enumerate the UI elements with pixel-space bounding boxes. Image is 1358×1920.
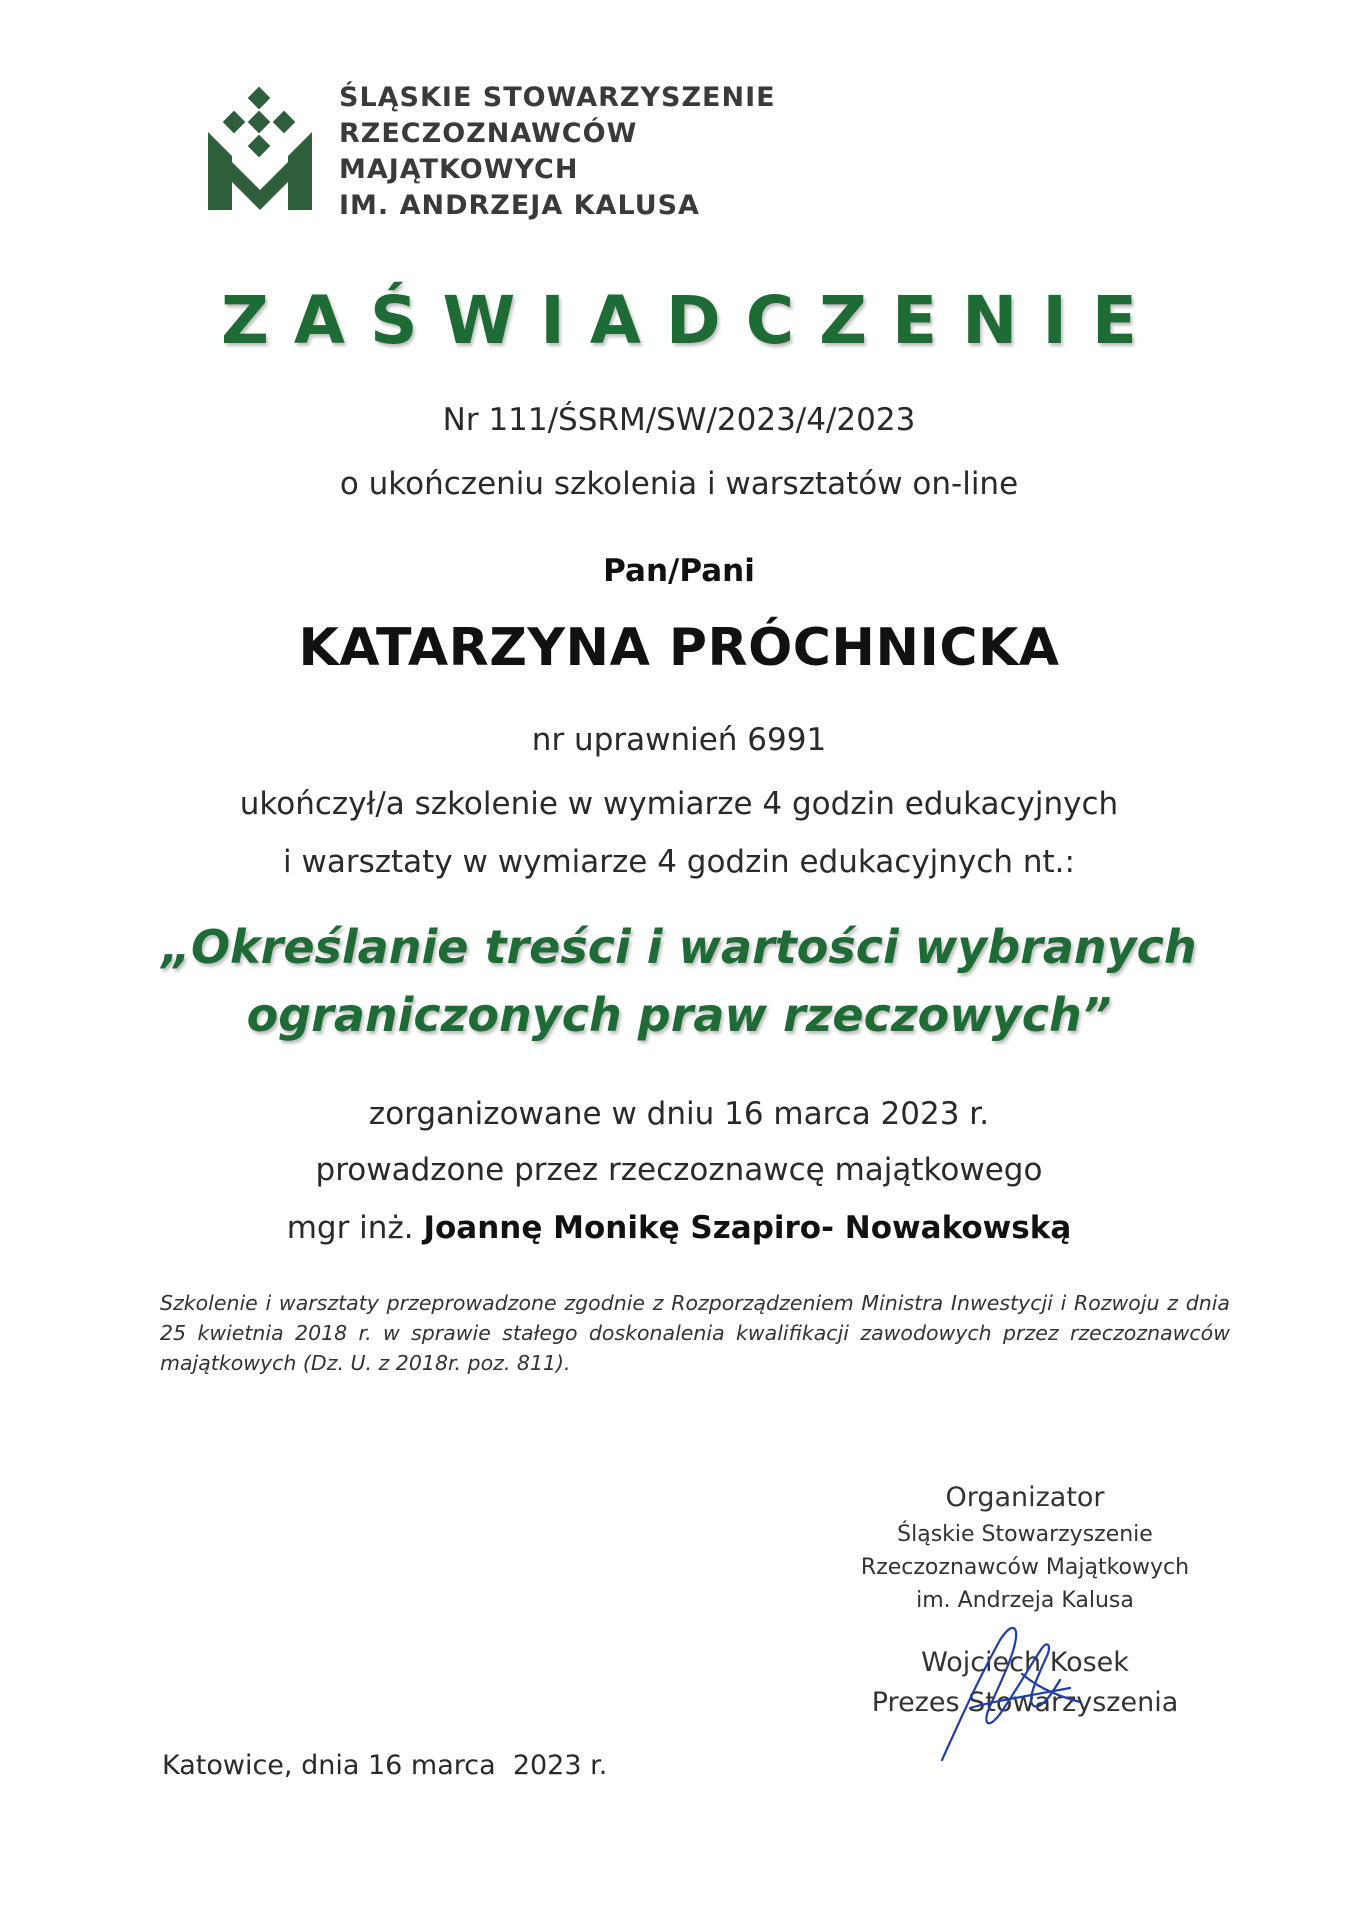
organizer-line: Śląskie Stowarzyszenie (897, 1522, 1153, 1547)
lecturer-prefix: mgr inż. (286, 1210, 414, 1246)
training-topic-line-1: „Określanie treści i wartości wybranych (161, 920, 1197, 974)
organization-name-line: IM. ANDRZEJA KALUSA (339, 190, 700, 221)
license-number: nr uprawnień 6991 (531, 722, 827, 758)
association-logo-icon (208, 86, 312, 212)
place-and-date: Katowice, dnia 16 marca 2023 r. (162, 1750, 608, 1781)
organized-date-line: zorganizowane w dniu 16 marca 2023 r. (368, 1096, 990, 1132)
led-by-line: prowadzone przez rzeczoznawcę majątkowego (315, 1152, 1043, 1188)
honorific: Pan/Pani (603, 553, 755, 589)
lecturer-line (0, 1210, 1358, 1246)
organization-name-line: RZECZOZNAWCÓW (339, 118, 638, 149)
workshop-hours-line: i warsztaty w wymiarze 4 godzin edukacyjnych nt.: (283, 844, 1075, 880)
handwritten-signature-icon (930, 1610, 1090, 1770)
signatory-title: Prezes Stowarzyszenia (871, 1687, 1179, 1718)
certificate-number: Nr 111/ŚSRM/SW/2023/4/2023 (442, 402, 916, 438)
recipient-name: KATARZYNA PRÓCHNICKA (298, 618, 1060, 678)
legal-basis-note: Szkolenie i warsztaty przeprowadzone zgodnie z Rozporządzeniem Ministra Inwestycji i Rozwoju z dnia 25 kwietnia 2018 r. w sprawie stałego doskonalenia kwalifikacji zawodowych przez rzeczoznawców majątkowych (Dz. U. z 2018r. poz. 811). (160, 1291, 1230, 1375)
document-title: ZAŚWIADCZENIE (221, 282, 1162, 359)
certificate-subtitle: o ukończeniu szkolenia i warsztatów on-line (339, 466, 1019, 502)
organization-name (339, 80, 859, 224)
organizer-line: im. Andrzeja Kalusa (916, 1588, 1134, 1613)
organizer-heading: Organizator (945, 1482, 1105, 1513)
organizer-line: Rzeczoznawców Majątkowych (860, 1555, 1190, 1580)
organization-name-line: MAJĄTKOWYCH (339, 154, 579, 185)
training-hours-line: ukończył/a szkolenie w wymiarze 4 godzin edukacyjnych (239, 786, 1119, 822)
organization-name-line: ŚLĄSKIE STOWARZYSZENIE (339, 82, 776, 113)
lecturer-name: Joannę Monikę Szapiro- Nowakowską (423, 1210, 1072, 1246)
training-topic-line-2: ograniczonych praw rzeczowych” (246, 988, 1112, 1042)
signatory-name: Wojciech Kosek (921, 1647, 1129, 1678)
